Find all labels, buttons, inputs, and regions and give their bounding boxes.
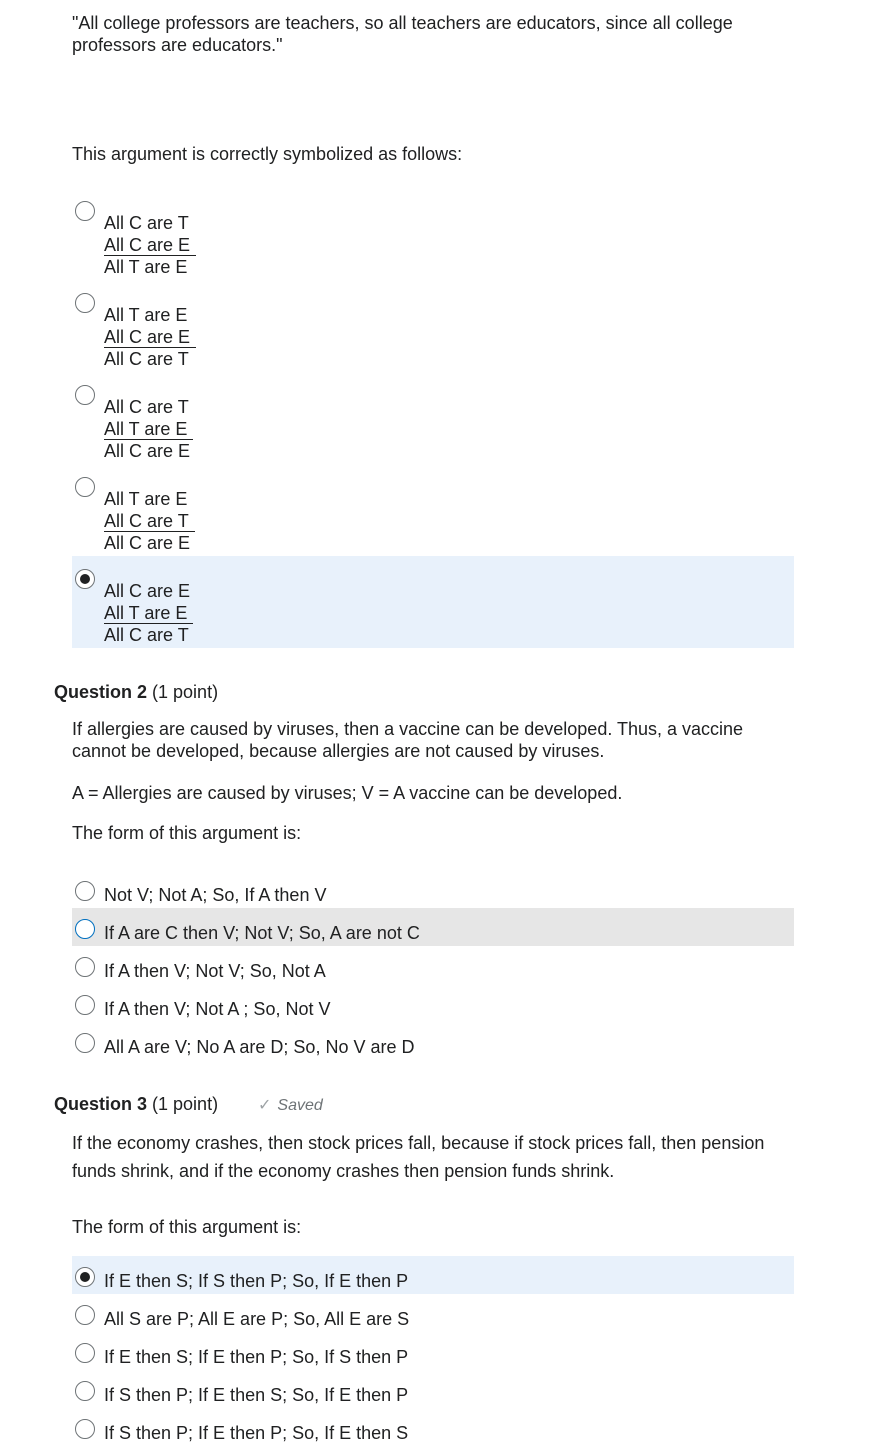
question-1-instruction: This argument is correctly symbolized as follows: xyxy=(72,144,463,164)
radio-icon[interactable] xyxy=(75,385,95,405)
saved-label: Saved xyxy=(277,1097,323,1114)
radio-selected-icon[interactable] xyxy=(75,569,95,589)
option-label: All A are V; No A are D; So, No V are D xyxy=(104,1037,415,1057)
option-label: If E then S; If E then P; So, If S then P xyxy=(104,1347,409,1367)
option-label: All S are P; All E are P; So, All E are S xyxy=(104,1309,410,1329)
question-3-instruction: The form of this argument is: xyxy=(72,1217,302,1237)
saved-status xyxy=(258,1095,323,1115)
radio-icon[interactable] xyxy=(75,477,95,497)
question-3-stem: If the economy crashes, then stock prices fall, because if stock prices fall, then pension funds shrink, and if the economy crashes then pension funds shrink. xyxy=(72,1133,765,1181)
conclusion: All C are E xyxy=(104,441,191,461)
premise-1: All C are T xyxy=(104,397,189,417)
question-3-points: (1 point) xyxy=(152,1094,219,1114)
radio-icon[interactable] xyxy=(75,957,95,977)
option-label: If A are C then V; Not V; So, A are not C xyxy=(104,923,420,943)
radio-icon[interactable] xyxy=(75,1343,95,1363)
premise-2: All T are E xyxy=(104,603,193,624)
conclusion: All C are T xyxy=(104,349,189,369)
question-2-stem: If allergies are caused by viruses, then a vaccine can be developed. Thus, a vaccine cannot be developed, because allergies are not caused by viruses. xyxy=(72,719,744,761)
question-2-instruction: The form of this argument is: xyxy=(72,823,302,843)
question-3-title: Question 3 xyxy=(54,1094,148,1114)
radio-selected-icon[interactable] xyxy=(75,1267,95,1287)
premise-1: All T are E xyxy=(104,305,188,325)
option-label: If S then P; If E then S; So, If E then P xyxy=(104,1385,409,1405)
radio-icon[interactable] xyxy=(75,1305,95,1325)
option-label: Not V; Not A; So, If A then V xyxy=(104,885,327,905)
option-label: If S then P; If E then P; So, If E then S xyxy=(104,1423,409,1443)
premise-2: All T are E xyxy=(104,419,193,440)
radio-icon[interactable] xyxy=(75,201,95,221)
question-3-header xyxy=(54,1094,218,1115)
question-2-title: Question 2 xyxy=(54,682,148,702)
radio-focused-icon[interactable] xyxy=(75,919,95,939)
option-label: If A then V; Not A ; So, Not V xyxy=(104,999,331,1019)
check-icon: ✓ xyxy=(258,1097,272,1114)
premise-1: All C are E xyxy=(104,581,191,601)
conclusion: All T are E xyxy=(104,257,188,277)
radio-icon[interactable] xyxy=(75,293,95,313)
conclusion: All C are T xyxy=(104,625,189,645)
question-2-header xyxy=(54,682,218,703)
radio-icon[interactable] xyxy=(75,1033,95,1053)
conclusion: All C are E xyxy=(104,533,191,553)
radio-icon[interactable] xyxy=(75,1381,95,1401)
option-label: If E then S; If S then P; So, If E then P xyxy=(104,1271,409,1291)
premise-2: All C are E xyxy=(104,235,196,256)
question-2-key: A = Allergies are caused by viruses; V = A vaccine can be developed. xyxy=(72,783,623,803)
radio-icon[interactable] xyxy=(75,1419,95,1439)
radio-icon[interactable] xyxy=(75,881,95,901)
option-label: If A then V; Not V; So, Not A xyxy=(104,961,326,981)
question-2-points: (1 point) xyxy=(152,682,219,702)
radio-icon[interactable] xyxy=(75,995,95,1015)
premise-2: All C are T xyxy=(104,511,195,532)
premise-1: All C are T xyxy=(104,213,189,233)
question-1-prompt: "All college professors are teachers, so all teachers are educators, since all college professors are educators." xyxy=(72,13,733,55)
premise-2: All C are E xyxy=(104,327,196,348)
premise-1: All T are E xyxy=(104,489,188,509)
